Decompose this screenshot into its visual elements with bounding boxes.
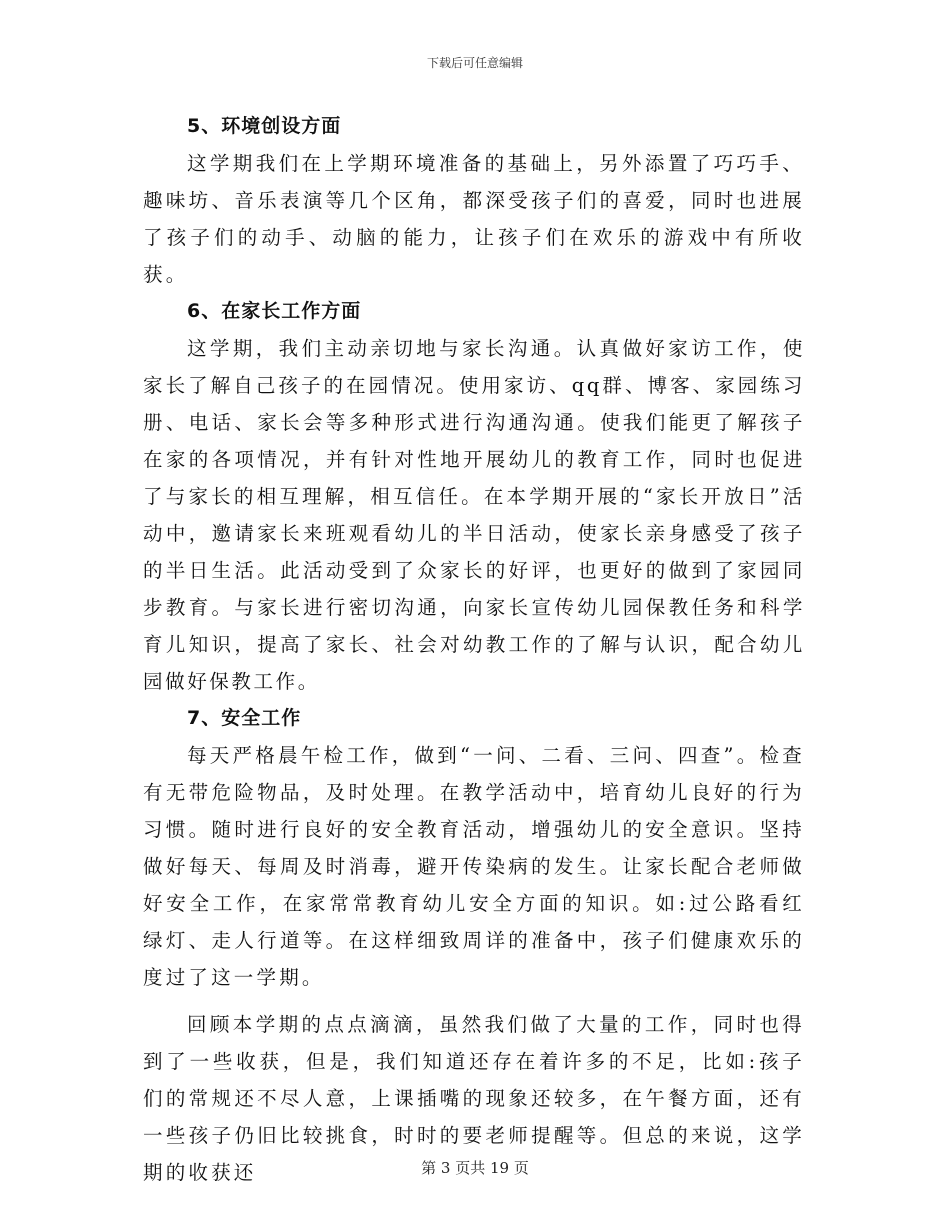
section-heading-environment: 5、环境创设方面 xyxy=(187,115,342,137)
document-body xyxy=(143,108,805,1191)
section-paragraph-environment: 这学期我们在上学期环境准备的基础上，另外添置了巧巧手、趣味坊、音乐表演等几个区角，都深受孩子们的喜爱，同时也进展了孩子们的动手、动脑的能力，让孩子们在欢乐的游戏中有所收获。 xyxy=(143,152,805,286)
page-number-footer: 第 3 页共 19 页 xyxy=(421,1159,529,1177)
section-paragraph-parents: 这学期，我们主动亲切地与家长沟通。认真做好家访工作，使家长了解自己孩子的在园情况。使用家访、qq群、博客、家园练习册、电话、家长会等多种形式进行沟通沟通。使我们能更了解孩子在家的各项情况，并有针对性地开展幼儿的教育工作，同时也促进了与家长的相互理解，相互信任。在本学期开展的“家长开放日”活动中，邀请家长来班观看幼儿的半日活动，使家长亲身感受了孩子的半日生活。此活动受到了众家长的好评，也更好的做到了家园同步教育。与家长进行密切沟通，向家长宣传幼儿园保教任务和科学育儿知识，提高了家长、社会对幼教工作的了解与认识，配合幼儿园做好保教工作。 xyxy=(143,337,805,693)
section-paragraph-safety: 每天严格晨午检工作，做到“一问、二看、三问、四查”。检查有无带危险物品，及时处理。在教学活动中，培育幼儿良好的行为习惯。随时进行良好的安全教育活动，增强幼儿的安全意识。坚持做好每天、每周及时消毒，避开传染病的发生。让家长配合老师做好安全工作，在家常常教育幼儿安全方面的知识。如:过公路看红绿灯、走人行道等。在这样细致周详的准备中，孩子们健康欢乐的度过了这一学期。 xyxy=(143,744,805,989)
section-heading-safety: 7、安全工作 xyxy=(187,707,302,729)
closing-paragraph: 回顾本学期的点点滴滴，虽然我们做了大量的工作，同时也得到了一些收获，但是，我们知道还存在着许多的不足，比如:孩子们的常规还不尽人意，上课插嘴的现象还较多，在午餐方面，还有一些孩子仍旧比较挑食，时时的要老师提醒等。但总的来说，这学期的收获还 xyxy=(143,1013,805,1184)
header-note: 下载后可任意编辑 xyxy=(426,56,523,70)
section-heading-parents: 6、在家长工作方面 xyxy=(187,300,362,322)
paragraph-gap xyxy=(143,996,805,1006)
